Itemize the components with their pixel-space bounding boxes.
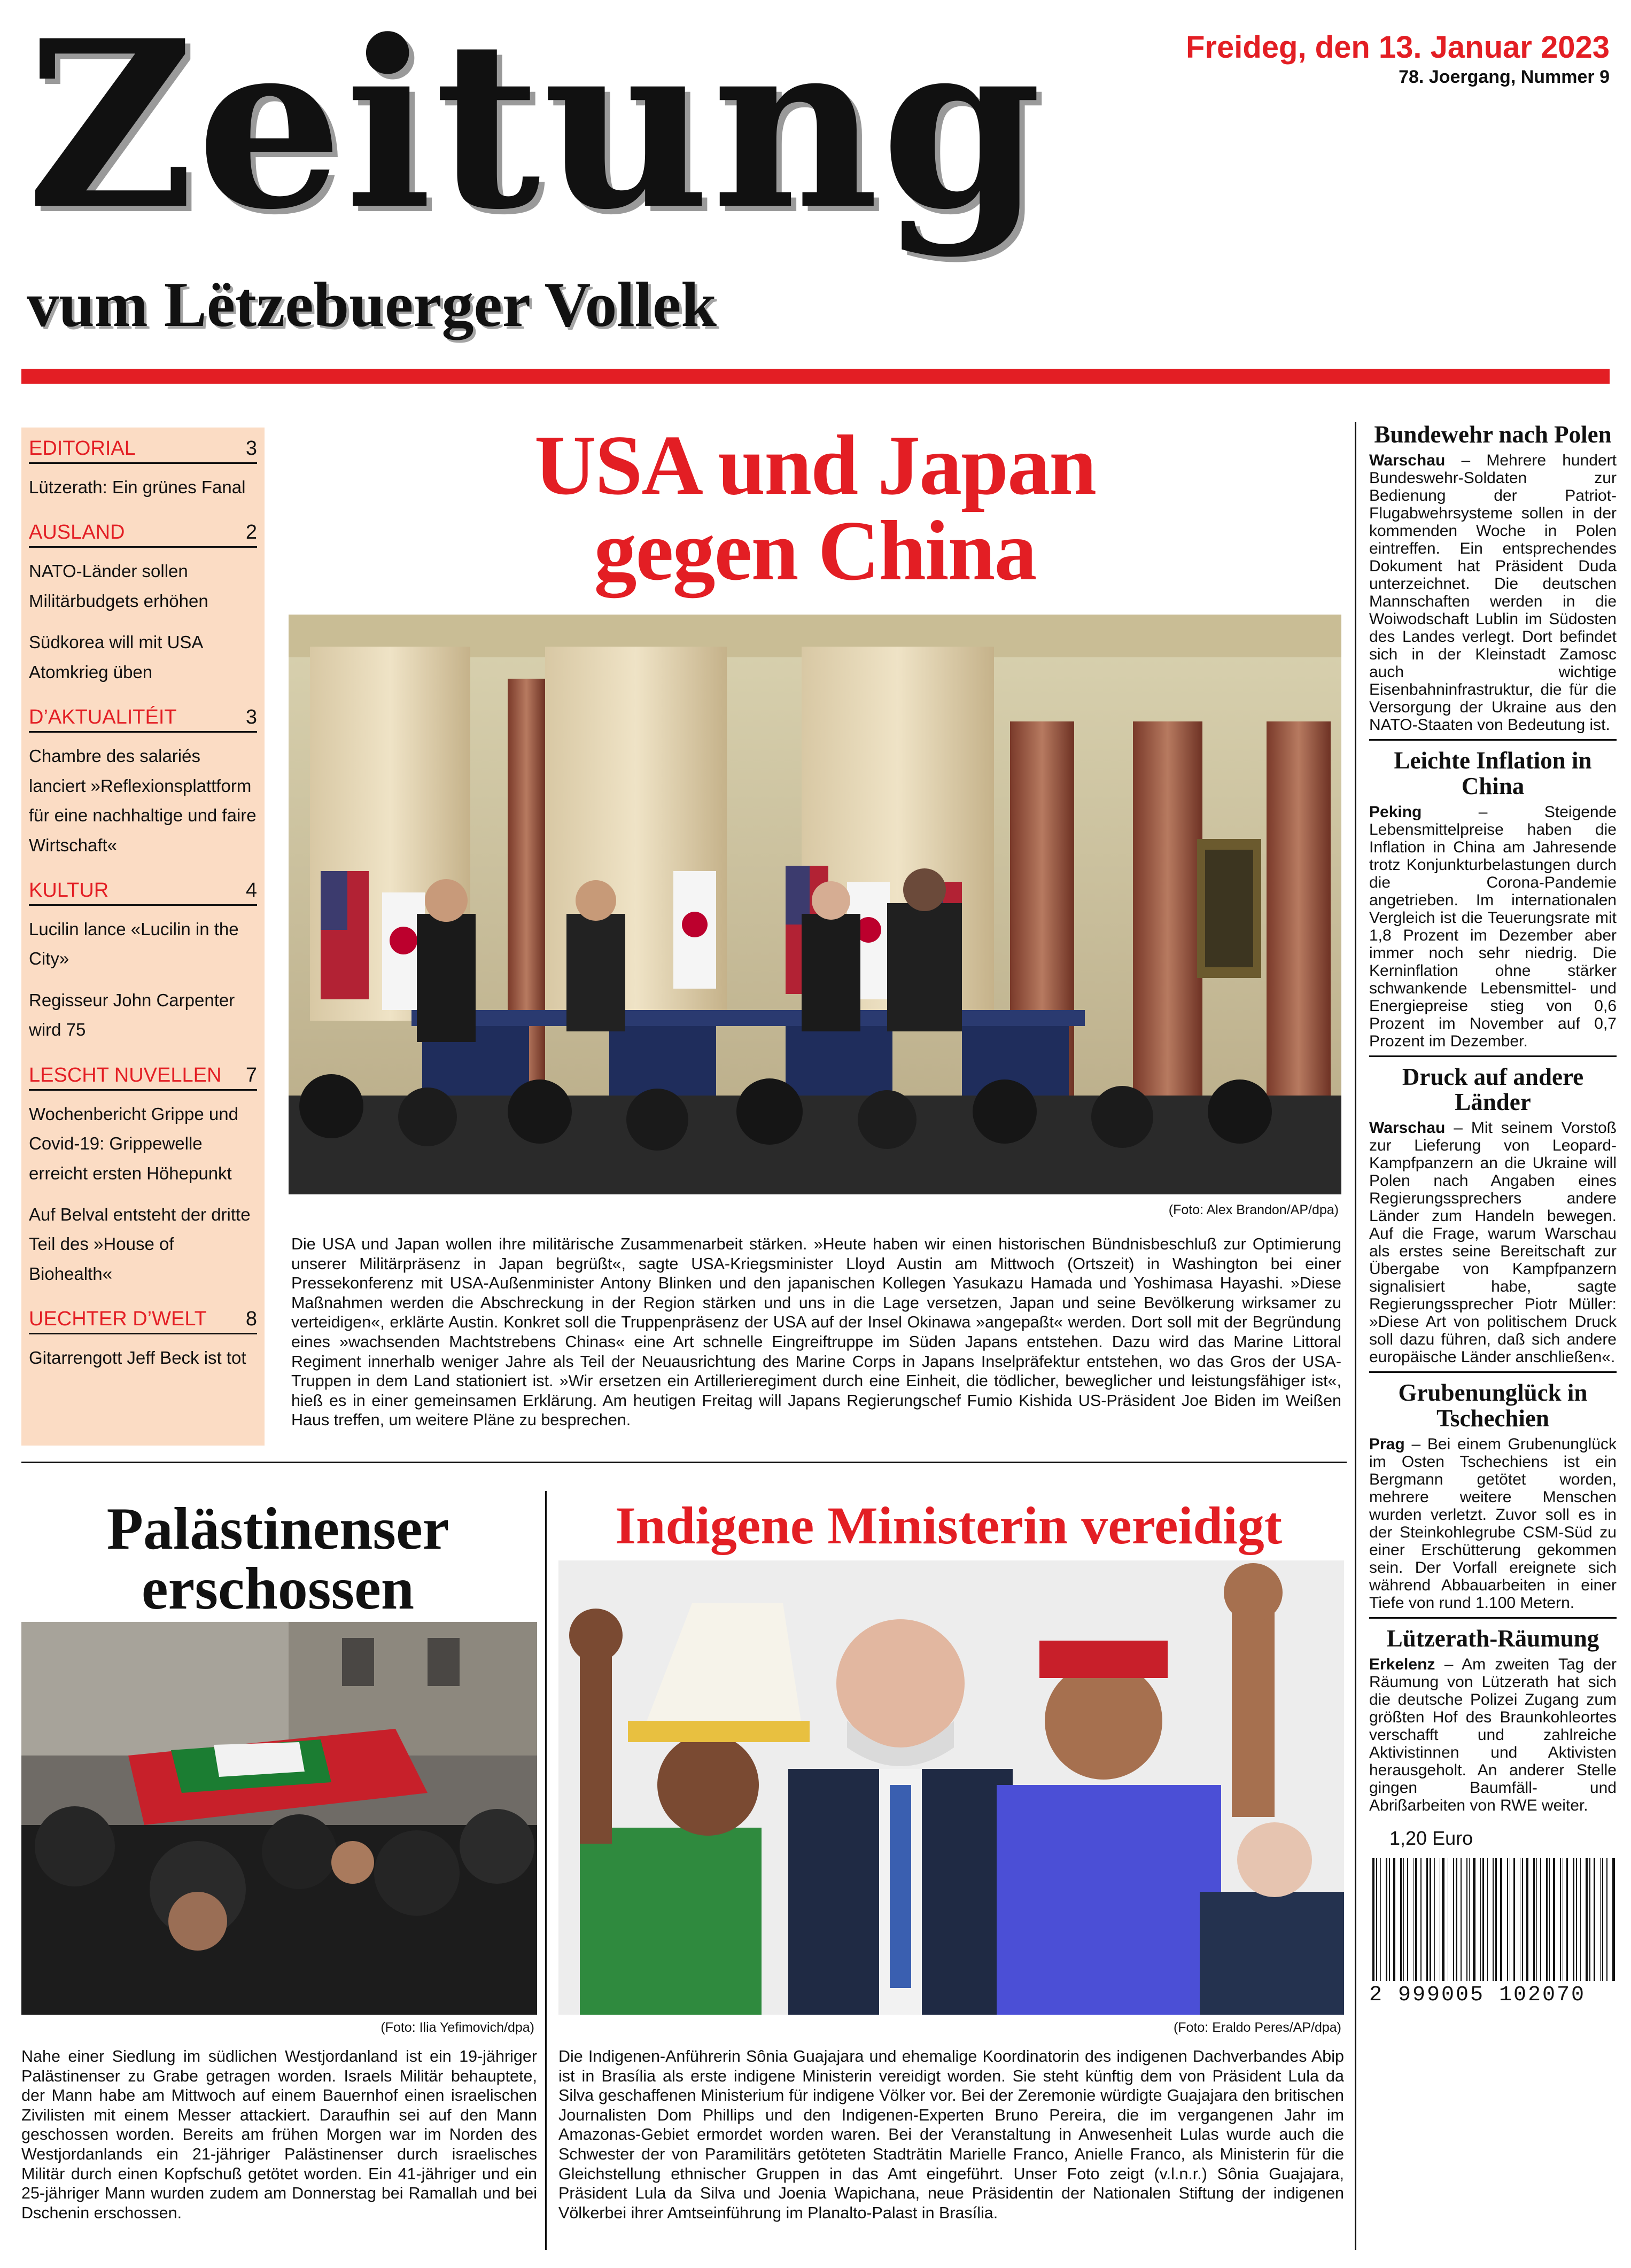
lead-body: Die USA und Japan wollen ihre militärische Zusammenarbeit stärken. »Heute haben wir einen historischen Bündnisbeschluß zur Optimierung unserer Militärpräsenz in Japan begrüßt«, sagte USA-Kriegsminister Lloyd Austin am Mittwoch (Ortszeit) in Washington bei einer Pressekonferenz mit USA-Außenminister Antony Blinken und den japanischen Kollegen Yasukazu Hamada und Yoshimasa Hayashi. »Diese Maßnahmen werden die Abschreckung in der Region stärken und uns in die Lage versetzen, Japan und seine Bevölkerung wirksamer zu verteidigen«, erklärte Austin. Konkret soll die Truppenpräsenz der USA auf der Insel Okinawa »angepaßt« werden. Dort soll mit der Begründung eines »wachsenden Machtstrebens Chinas« eine Art schnelle Eingreiftruppe im Süden Japans entstehen. Dazu wird das Marine Littoral Regiment innerhalb weniger Jahre als Teil der Neuausrichtung des Marine Corps in Japans Inselpräfektur entstehen, wo das Gros der USA-Truppen in dem Land stationiert ist. »Wir ersetzen ein Artillerieregiment durch eine Einheit, die tödlicher, beweglicher und leistungsfähiger ist«, hieß es in einer gemeinsamen Erklärung. Am heutigen Freitag will Japans Regierungschef Fumio Kishida US-Präsident Joe Biden im Weißen Haus treffen, um weitere Pläne zu besprechen.: [291, 1235, 1341, 1430]
story-left-headline[interactable]: [21, 1496, 534, 1622]
news-brief-headline[interactable]: Lützerath-Räumung: [1386, 1625, 1599, 1652]
news-brief-text: [1369, 1656, 1617, 1814]
barcode-bar: [1442, 1858, 1444, 1981]
story-left-photo[interactable]: [21, 1622, 537, 2015]
index-item[interactable]: Chambre des salariés lanciert »Reflexionsplattform für eine nachhaltige und faire Wirtschaft«: [29, 746, 257, 855]
index-page-number: 3: [245, 437, 257, 460]
news-brief-body: – Mit seinem Vorstoß zur Lieferung von Leopard-Kampfpanzern an die Ukraine will Polen nach Angaben eines Regierungssprechers andere Länder zum Handeln bewegen. Auf die Frage, warum Warschau als erstes seine Bereitschaft zur Übergabe von Kampfpanzern signalisiert habe, sagte Regierungssprecher Piotr Müller: »Diese Art von politischem Druck soll dazu führen, daß sich andere europäische Länder anschließen«.: [1369, 1119, 1617, 1366]
index-item[interactable]: Südkorea will mit USA Atomkrieg üben: [29, 632, 203, 682]
news-brief: [1369, 1380, 1617, 1619]
news-brief-text: [1369, 1435, 1617, 1612]
barcode-bar: [1461, 1858, 1462, 1981]
news-brief: [1369, 1065, 1617, 1373]
barcode-icon: [1369, 1858, 1617, 1981]
price-label: 1,20 Euro: [1389, 1827, 1473, 1849]
news-brief-text: [1369, 803, 1617, 1050]
barcode-bar: [1403, 1858, 1404, 1981]
barcode-bar: [1606, 1858, 1608, 1981]
index-section-heading[interactable]: [29, 879, 257, 906]
lead-photo[interactable]: [289, 615, 1341, 1194]
story-left-body: Nahe einer Siedlung im südlichen Westjordanland ist ein 19-jähriger Palästinenser zu Grabe getragen worden. Israels Militär behauptete, der Mann habe am Mittwoch auf einem Bauernhof einen israelischen Zivilisten mit einem Messer attackiert. Daraufhin sei auf den Mann geschossen worden. Bereits am frühen Morgen war im Norden des Westjordanlands ein 21-jähriger Palästinenser durch israelisches Militär durch einen Kopfschuß getötet worden. Ein 41-jähriger und ein 25-jähriger Mann wurden zudem am Donnerstag bei Ramallah und bei Dschenin erschossen.: [21, 2047, 537, 2222]
barcode-bar: [1566, 1858, 1568, 1981]
index-page-number: 3: [245, 706, 257, 729]
lead-photo-credit: (Foto: Alex Brandon/AP/dpa): [1168, 1202, 1339, 1217]
barcode-bar: [1536, 1858, 1537, 1981]
barcode-bar: [1420, 1858, 1421, 1981]
story-right-photo-credit: (Foto: Eraldo Peres/AP/dpa): [1173, 2020, 1341, 2035]
barcode-bar: [1513, 1858, 1515, 1981]
story-right-photo[interactable]: [558, 1560, 1344, 2015]
barcode-bar: [1602, 1858, 1603, 1981]
index-item[interactable]: Wochenbericht Grippe und Covid-19: Grippewelle erreicht ersten Höhepunkt: [29, 1104, 238, 1183]
barcode-bar: [1589, 1858, 1590, 1981]
story-right-body: Die Indigenen-Anführerin Sônia Guajajara und ehemalige Koordinatorin des indigenen Dachverbandes Abip ist in Brasília als erste indigene Ministerin vereidigt worden. Sie steht künftig dem von Präsident Lula da Silva geschaffenen Ministerium für indigene Völker vor. Bei der Zeremonie würdigte Guajajara den britischen Journalisten Dom Phillips und den Indigenen-Experten Bruno Pereira, die im vergangenen Jahr im Amazonas-Gebiet ermordet worden waren. Bei der Veranstaltung in Anwesenheit Lulas wurde auch die Schwester der von Paramilitärs getöteten Stadträtin Marielle Franco, Anielle Franco, als Ministerin für die Gleichstellung ethnischer Gruppen in das Amt eingeführt. Unser Foto zeigt (v.l.n.r.) Sônia Guajajara, Präsident Lula da Silva und Joenia Wapichana, neue Präsidentin der Nationalen Stiftung der indigenen Völkerbei ihrer Amtseinführung im Planalto-Palast in Brasília.: [558, 2047, 1344, 2222]
index-section-heading[interactable]: [29, 437, 257, 464]
index-page-number: 4: [245, 879, 257, 902]
news-brief-dateline: Prag: [1369, 1435, 1405, 1453]
index-item[interactable]: Lützerath: Ein grünes Fanal: [29, 477, 246, 497]
index-section: [29, 879, 257, 1045]
lead-headline-line1: USA und Japan: [534, 417, 1096, 512]
barcode-bar: [1386, 1858, 1387, 1981]
news-brief: [1369, 1626, 1617, 1820]
news-brief-body: – Am zweiten Tag der Räumung von Lützerath hat sich die deutsche Polizei Zugang zum größten Hof des Braunkohleortes verschafft und zahlreiche Aktivistinnen und Aktivisten herausgeholt. An anderer Stelle gingen Baumfäll- und Abrißarbeiten von RWE weiter.: [1369, 1656, 1617, 1814]
barcode-bar: [1400, 1858, 1402, 1981]
index-section-heading[interactable]: [29, 1308, 257, 1334]
news-brief-dateline: Peking: [1369, 803, 1422, 821]
news-brief-body: – Bei einem Grubenunglück im Osten Tschechiens ist ein Bergmann getötet worden, mehrere weitere Menschen wurden verletzt. Zuvor soll es in der Steinkohlegrube CSM-Süd zu einer Erschütterung gekommen sein. Der Vorfall ereignete sich während Abbauarbeiten in einer Tiefe von rund 1.100 Metern.: [1369, 1435, 1617, 1612]
news-brief: [1369, 422, 1617, 741]
news-brief-dateline: Erkelenz: [1369, 1656, 1435, 1673]
lead-headline-line2: gegen China: [594, 503, 1036, 598]
column-divider: [545, 1491, 547, 2250]
index-page-number: 7: [245, 1063, 257, 1086]
news-brief-dateline: Warschau: [1369, 452, 1446, 470]
news-brief: [1369, 748, 1617, 1057]
index-section: [29, 1064, 257, 1289]
index-section-name: AUSLAND: [29, 521, 125, 544]
barcode-bar: [1600, 1858, 1601, 1981]
news-brief-text: [1369, 1119, 1617, 1366]
index-section-name: EDITORIAL: [29, 437, 136, 460]
barcode-bar: [1430, 1858, 1431, 1981]
index-item[interactable]: NATO-Länder sollen Militärbudgets erhöhen: [29, 561, 208, 611]
barcode-bar: [1500, 1858, 1502, 1981]
barcode-bar: [1586, 1858, 1588, 1981]
barcode-bar: [1594, 1858, 1595, 1981]
barcode-bar: [1380, 1858, 1381, 1981]
news-brief-dateline: Warschau: [1369, 1119, 1446, 1137]
index-page-number: 2: [245, 521, 257, 544]
news-brief-headline[interactable]: Leichte Inflation in China: [1394, 747, 1592, 799]
story-right-headline[interactable]: Indigene Ministerin vereidigt: [615, 1496, 1283, 1555]
news-brief-body: – Mehrere hundert Bundeswehr-Soldaten zur Bedienung der Patriot-Flugabwehrsysteme sollen in der kommenden Woche in Polen eintreffen. Ein entsprechendes Dokument hat Präsident Duda unterzeichnet. Die deutschen Mannschaften werden in die Woiwodschaft Lublin im Südosten des Landes verlegt. Dort befindet sich in der Kleinstadt Zamosc auch wichtige Eisenbahninfrastruktur, die für die Versorgung der Ukraine aus den NATO-Staaten von Bedeutung ist.: [1369, 452, 1617, 734]
index-item[interactable]: Auf Belval entsteht der dritte Teil des »House of Biohealth«: [29, 1205, 251, 1284]
news-brief-headline[interactable]: Bundewehr nach Polen: [1374, 421, 1612, 448]
barcode-bar: [1522, 1858, 1523, 1981]
story-left-headline-line1: Palästinenser: [106, 1496, 449, 1562]
barcode-bar: [1453, 1858, 1454, 1981]
masthead-title: Zeitung: [27, 0, 1044, 260]
barcode-bar: [1540, 1858, 1541, 1981]
index-section: [29, 437, 257, 502]
table-of-contents: [21, 428, 265, 1446]
barcode-bar: [1487, 1858, 1488, 1981]
barcode-bar: [1553, 1858, 1555, 1981]
barcode-bar: [1393, 1858, 1395, 1981]
story-left-headline-line2: erschossen: [141, 1556, 415, 1622]
news-brief-headline[interactable]: Grubenunglück in Tschechien: [1398, 1379, 1588, 1432]
barcode-bar: [1580, 1858, 1581, 1981]
barcode-bar: [1415, 1858, 1417, 1981]
barcode-bar: [1407, 1858, 1408, 1981]
barcode-bar: [1507, 1858, 1508, 1981]
index-section-heading[interactable]: [29, 521, 257, 548]
news-brief-body: – Steigende Lebensmittelpreise haben die Inflation in China am Jahresende trotz Konjunkturbelastungen durch die Corona-Pandemie angetrieben. Im internationalen Vergleich ist die Teuerungsrate mit 1,8 Prozent im Dezember aber immer noch sehr niedrig. Die Kerninflation ohne stärker schwankende Lebensmittel- und Energiepreise stieg von 0,6 Prozent im November auf 0,7 Prozent im Dezember.: [1369, 803, 1617, 1050]
index-section-name: UECHTER D’WELT: [29, 1308, 207, 1331]
index-section-name: D’AKTUALITÉIT: [29, 706, 177, 729]
story-left-photo-credit: (Foto: Ilia Yefimovich/dpa): [380, 2020, 534, 2035]
index-section: [29, 1308, 257, 1372]
masthead-subtitle: vum Lëtzebuerger Vollek: [27, 269, 717, 340]
barcode-bar: [1466, 1858, 1467, 1981]
news-brief-headline[interactable]: Druck auf andere Länder: [1402, 1063, 1584, 1115]
barcode-bar: [1495, 1858, 1497, 1981]
lead-headline[interactable]: [289, 417, 1341, 598]
barcode-bar: [1376, 1858, 1377, 1981]
index-section-heading[interactable]: [29, 1064, 257, 1091]
barcode-bar: [1546, 1858, 1548, 1981]
barcode-bar: [1533, 1858, 1535, 1981]
index-section-name: KULTUR: [29, 879, 109, 902]
barcode-bar: [1469, 1858, 1470, 1981]
barcode-bar: [1480, 1858, 1481, 1981]
index-section-heading[interactable]: [29, 706, 257, 733]
index-item[interactable]: Lucilin lance «Lucilin in the City»: [29, 919, 239, 969]
barcode-bar: [1549, 1858, 1550, 1981]
issue-date: Freideg, den 13. Januar 2023: [1185, 30, 1610, 65]
section-divider: [21, 1462, 1347, 1463]
index-section-name: LESCHT NUVELLEN: [29, 1063, 222, 1086]
barcode-bar: [1482, 1858, 1484, 1981]
barcode-bar: [1426, 1858, 1428, 1981]
barcode-bar: [1573, 1858, 1574, 1981]
barcode-bar: [1372, 1858, 1374, 1981]
barcode-bar: [1612, 1858, 1614, 1981]
news-briefs-column: [1355, 422, 1617, 2250]
barcode-bar: [1456, 1858, 1457, 1981]
news-brief-text: [1369, 452, 1617, 734]
barcode-digits: 2 999005 102070: [1369, 1983, 1586, 2007]
index-section: [29, 706, 257, 860]
index-section: [29, 521, 257, 687]
issue-number: 78. Joergang, Nummer 9: [1399, 67, 1610, 87]
index-item[interactable]: Gitarrengott Jeff Beck ist tot: [29, 1348, 246, 1368]
barcode-bar: [1473, 1858, 1475, 1981]
index-item[interactable]: Regisseur John Carpenter wird 75: [29, 990, 235, 1040]
masthead-rule: [21, 369, 1610, 384]
barcode-bar: [1526, 1858, 1528, 1981]
index-page-number: 8: [245, 1308, 257, 1331]
barcode-bar: [1434, 1858, 1435, 1981]
